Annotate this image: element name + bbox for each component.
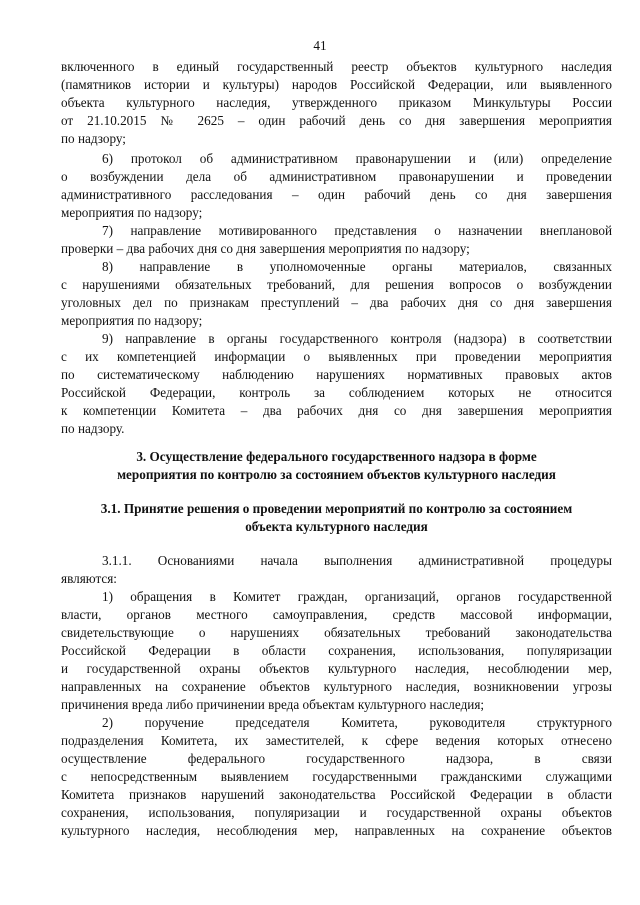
text-line: причинения вреда либо причинении вреда объектам культурного наследия;: [61, 697, 485, 712]
text-line: мероприятия по надзору;: [61, 205, 203, 220]
text-line: власти, органов местного самоуправления, средств массовой информации,: [61, 607, 612, 622]
text-line: от 21.10.2015 № 2625 – один рабочий день со дня завершения мероприятия: [61, 113, 612, 128]
text-line: административного расследования – один рабочий день со дня завершения: [61, 187, 612, 202]
text-line: Комитета признаков нарушений законодательства Российской Федерации в области: [61, 787, 612, 802]
subsection-heading: 3.1. Принятие решения о проведении мероприятий по контролю за состоянием: [100, 501, 573, 516]
text-line: 7) направление мотивированного представления о назначении внеплановой: [102, 223, 612, 238]
text-line: свидетельствующие о нарушениях обязательных требований законодательства: [61, 625, 612, 640]
text-line: являются:: [61, 571, 117, 586]
text-line: с нарушениями обязательных требований, для решения вопросов о возбуждении: [61, 277, 612, 292]
page-number: 41: [313, 38, 327, 53]
text-line: объекта культурного наследия, утвержденного приказом Минкультуры России: [61, 95, 612, 110]
text-line: 1) обращения в Комитет граждан, организаций, органов государственной: [102, 589, 612, 604]
text-line: по надзору;: [61, 131, 126, 146]
text-line: включенного в единый государственный реестр объектов культурного наследия: [61, 59, 612, 74]
text-line: осуществление федерального государственного надзора, в связи: [61, 751, 612, 766]
text-line: сохранения, использования, популяризации и государственной охраны объектов: [61, 805, 612, 820]
text-line: культурного наследия, несоблюдения мер, направленных на сохранение объектов: [61, 823, 612, 838]
text-line: к компетенции Комитета – два рабочих дня со дня завершения мероприятия: [61, 403, 612, 418]
text-line: и государственной охраны объектов культурного наследия, несоблюдении мер,: [61, 661, 612, 676]
text-line: с их компетенцией информации о выявленных при проведении мероприятия: [61, 349, 612, 364]
subsection-heading: объекта культурного наследия: [245, 519, 428, 534]
text-line: Российской Федерации, контроль за соблюдением которых не относится: [61, 385, 612, 400]
text-line: 6) протокол об административном правонарушении и (или) определение: [102, 151, 612, 166]
text-line: уголовных дел по признакам преступлений – два рабочих дня со дня завершения: [61, 295, 612, 310]
text-line: о возбуждении дела об административном правонарушении и проведении: [61, 169, 612, 184]
text-line: проверки – два рабочих дня со дня завершения мероприятия по надзору;: [61, 241, 470, 256]
text-line: по надзору.: [61, 421, 125, 436]
text-line: Российской Федерации в области сохранения, использования, популяризации: [61, 643, 612, 658]
text-line: мероприятия по надзору;: [61, 313, 203, 328]
text-line: с непосредственным выявлением государственными гражданскими служащими: [61, 769, 612, 784]
text-line: по систематическому наблюдению нарушениях нормативных правовых актов: [61, 367, 612, 382]
section-heading: 3. Осуществление федерального государственного надзора в форме: [136, 449, 537, 464]
text-line: 2) поручение председателя Комитета, руководителя структурного: [102, 715, 612, 730]
text-line: 8) направление в уполномоченные органы материалов, связанных: [102, 259, 612, 274]
text-line: 9) направление в органы государственного контроля (надзора) в соответствии: [102, 331, 612, 346]
text-line: направленных на сохранение объектов культурного наследия, возникновении угрозы: [61, 679, 612, 694]
text-line: подразделения Комитета, их заместителей, к сфере ведения которых отнесено: [61, 733, 612, 748]
text-line: (памятников истории и культуры) народов Российской Федерации, или выявленного: [61, 77, 612, 92]
text-line: 3.1.1. Основаниями начала выполнения административной процедуры: [102, 553, 612, 568]
section-heading: мероприятия по контролю за состоянием объектов культурного наследия: [117, 467, 556, 482]
